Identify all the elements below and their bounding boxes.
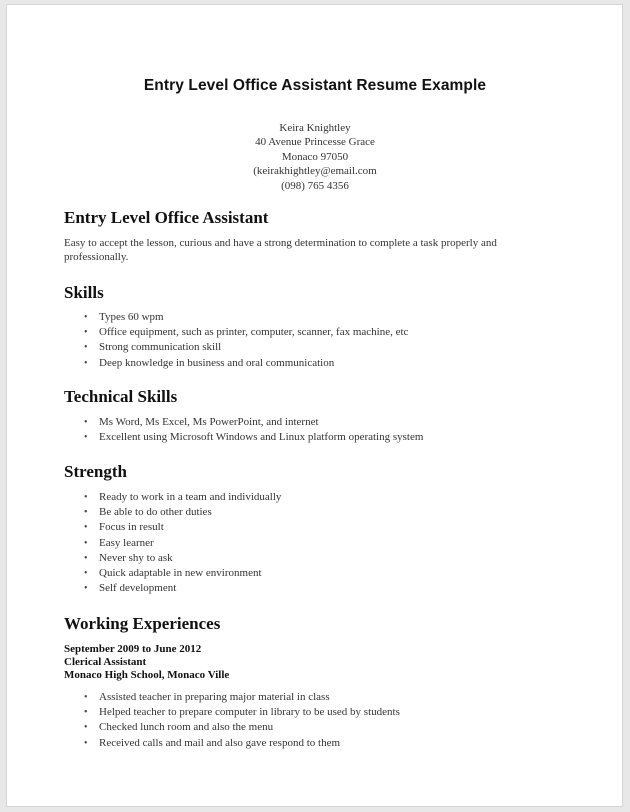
technical-skills-heading: Technical Skills [64,387,178,406]
list-item: • Focus in result [82,520,281,535]
list-item: • Office equipment, such as printer, computer, scanner, fax machine, etc [82,325,408,340]
list-item: • Easy learner [82,536,281,551]
list-item: • Ms Word, Ms Excel, Ms PowerPoint, and internet [82,415,423,430]
list-item: • Ready to work in a team and individually [82,490,281,505]
experience-employer: Monaco High School, Monaco Ville [64,669,230,681]
objective-heading: Entry Level Office Assistant [64,208,269,227]
contact-name: Keira Knightley [279,122,351,134]
list-item: • Never shy to ask [82,551,281,566]
list-item: • Excellent using Microsoft Windows and Linux platform operating system [82,430,423,445]
list-item: • Checked lunch room and also the menu [82,720,400,735]
list-item: • Helped teacher to prepare computer in library to be used by students [82,705,400,720]
contact-email: (keirakhightley@email.com [253,165,377,178]
list-item: • Strong communication skill [82,340,408,355]
objective-text: Easy to accept the lesson, curious and have a strong determination to complete a task properly and professionally. [64,237,497,263]
experience-period: September 2009 to June 2012 [64,643,202,655]
experience-heading: Working Experiences [64,614,221,633]
strength-list [82,490,281,596]
list-item: • Quick adaptable in new environment [82,566,281,581]
list-item: • Be able to do other duties [82,505,281,520]
contact-city: Monaco 97050 [281,150,349,163]
skills-heading: Skills [64,283,104,302]
contact-block [0,121,630,193]
contact-phone: (098) 765 4356 [281,179,349,192]
list-item: • Self development [82,581,281,596]
list-item: • Types 60 wpm [82,310,408,325]
experience-position: Clerical Assistant [64,656,147,668]
skills-list [82,310,408,371]
technical-skills-list [82,415,423,445]
list-item: • Deep knowledge in business and oral communication [82,356,408,371]
list-item: • Assisted teacher in preparing major material in class [82,690,400,705]
list-item: • Received calls and mail and also gave respond to them [82,736,400,751]
experience-list [82,690,400,751]
contact-address: 40 Avenue Princesse Grace [255,136,375,149]
strength-heading: Strength [64,462,127,481]
document-title: Entry Level Office Assistant Resume Example [143,77,487,94]
